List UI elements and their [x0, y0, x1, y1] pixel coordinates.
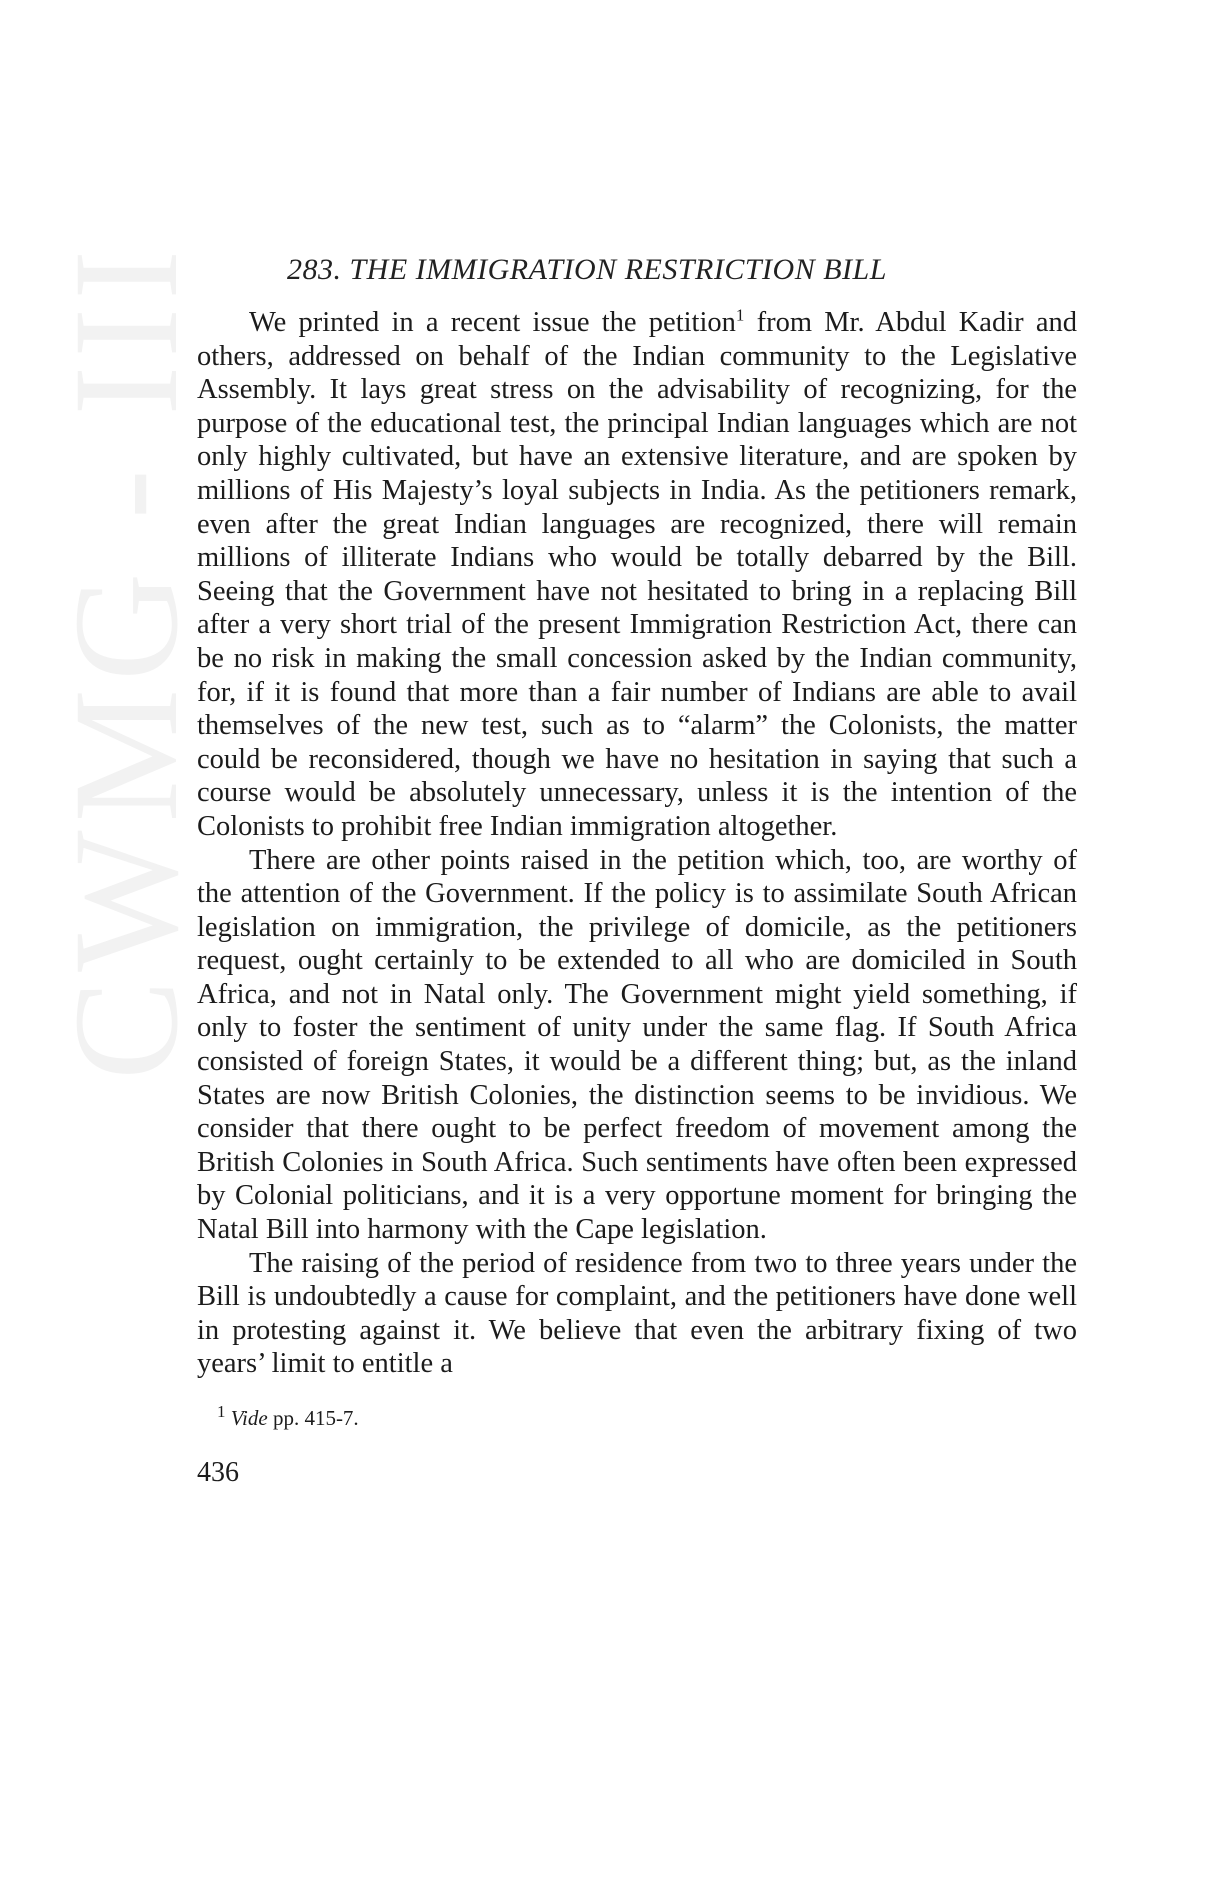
article-title: THE IMMIGRATION RESTRICTION BILL [349, 253, 887, 286]
footnote-vide: Vide [230, 1406, 268, 1430]
paragraph-1-text-rest: from Mr. Abdul Kadir and others, addressed on behalf of the Indian community to the Legislative Assembly. It lays great stress on the advisability of recognizing, for the purpose of the educational test, the principal Indian languages which are not only highly cultivated, but have an extensive literature, and are spoken by millions of His Majesty’s loyal subjects in India. As the petitioners remark, even after the great Indian languages are recognized, there will remain millions of illiterate Indians who would be totally debarred by the Bill. Seeing that the Government have not hesitated to bring in a replacing Bill after a very short trial of the present Immigration Restriction Act, there can be no risk in making the small concession asked by the Indian community, for, if it is found that more than a fair number of Indians are able to avail themselves of the new test, such as to “alarm” the Colonists, the matter could be reconsidered, though we have no hesitation in saying that such a course would be absolutely unnecessary, unless it is the intention of the Colonists to prohibit free Indian immigration altogether. [197, 307, 1077, 842]
footnote [217, 1403, 1077, 1433]
paragraph-1 [197, 306, 1077, 844]
article-number: 283. [287, 253, 342, 286]
paragraph-2: There are other points raised in the petition which, too, are worthy of the attention of the Government. If the policy is to assimilate South African legislation on immigration, the privilege of domicile, as the petitioners request, ought certainly to be extended to all who are domiciled in South Africa, and not in Natal only. The Government might yield something, if only to foster the sentiment of unity under the same flag. If South Africa consisted of foreign States, it would be a different thing; but, as the inland States are now British Colonies, the distinction seems to be invidious. We consider that there ought to be perfect freedom of movement among the British Colonies in South Africa. Such sentiments have often been expressed by Colonial politicians, and it is a very opportune moment for bringing the Natal Bill into harmony with the Cape legislation. [197, 844, 1077, 1246]
footnote-reference: 1 [735, 305, 745, 325]
paragraph-1-text-start: We printed in a recent issue the petition [249, 307, 736, 338]
footnote-marker: 1 [217, 1402, 226, 1421]
page-number: 436 [197, 1457, 239, 1488]
document-page [197, 248, 1077, 1491]
footnote-pages: pp. 415-7. [272, 1406, 359, 1430]
watermark: CWMG - III [43, 241, 209, 1080]
paragraph-3: The raising of the period of residence from two to three years under the Bill is undoubtedly a cause for complaint, and the petitioners have done well in protesting against it. We believe that even the arbitrary fixing of two years’ limit to entitle a [197, 1247, 1077, 1380]
article-heading [197, 248, 1077, 292]
